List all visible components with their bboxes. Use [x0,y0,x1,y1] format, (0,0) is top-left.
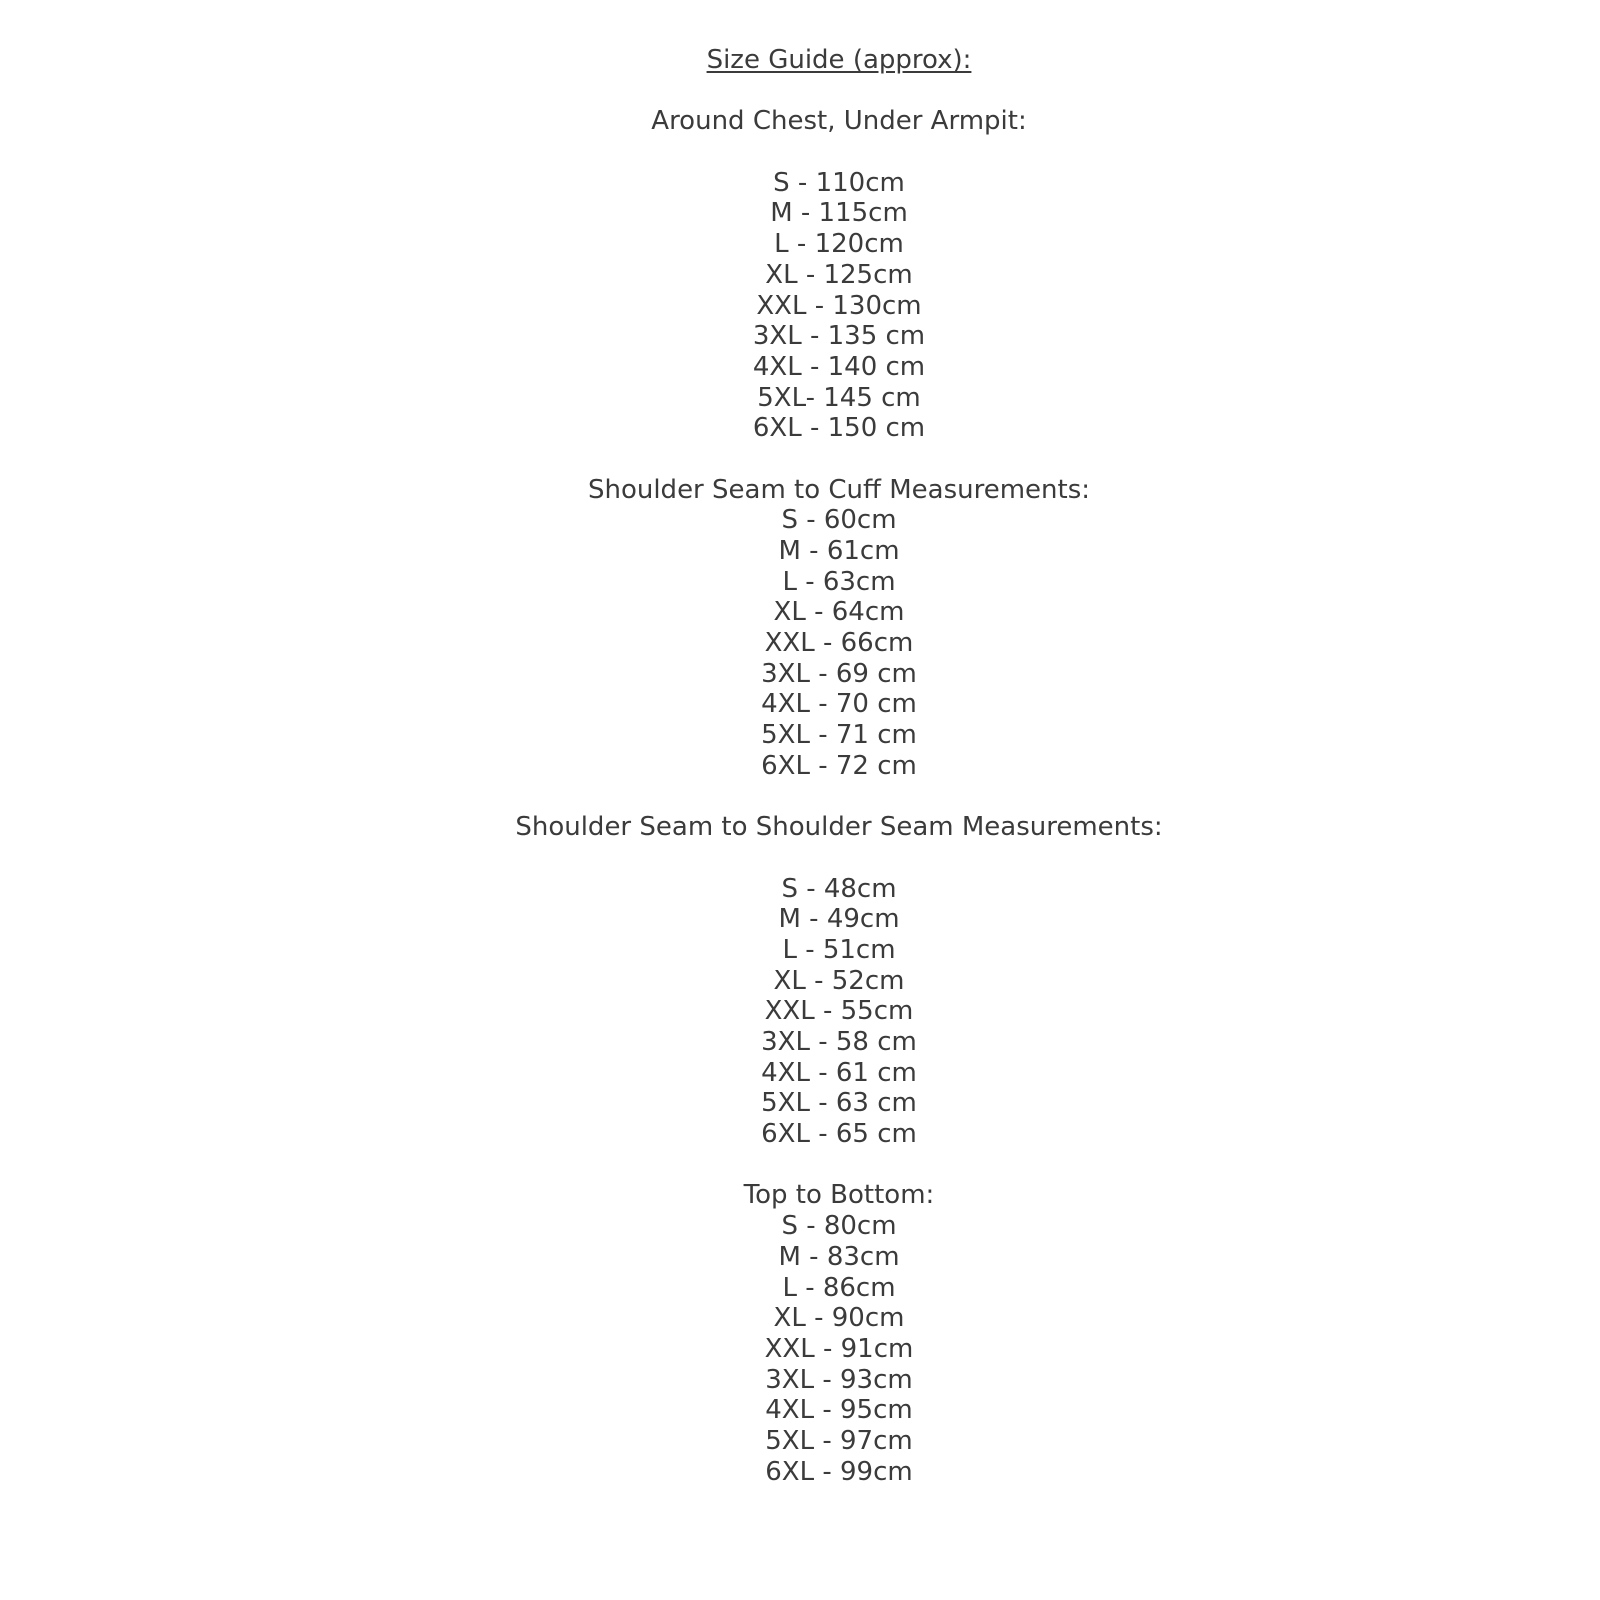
size-row: 3XL - 58 cm [761,1027,917,1057]
size-row: 3XL - 69 cm [761,658,917,689]
section-heading-shoulder-to-cuff: Shoulder Seam to Cuff Measurements: [587,474,1091,505]
size-row: L - 63cm [782,566,896,597]
size-row: XL - 64cm [773,597,905,628]
size-row: L - 51cm [782,934,896,965]
section-heading-top-to-bottom: Top to Bottom: [743,1180,935,1211]
size-row: M - 61cm [778,536,900,566]
size-row: M - 115cm [770,198,908,229]
size-row: S - 110cm [773,167,905,198]
size-row: 6XL - 99cm [765,1456,913,1487]
size-row: 6XL - 72 cm [761,750,917,781]
size-row: S - 60cm [781,505,897,536]
size-row: 4XL - 61 cm [761,1057,917,1088]
size-row: M - 49cm [778,904,900,935]
size-row: XL - 125cm [765,259,913,290]
spacer [78,76,1600,107]
section-heading-shoulder-to-shoulder: Shoulder Seam to Shoulder Seam Measurements: [515,812,1163,843]
size-row: XXL - 130cm [756,290,922,321]
spacer [78,1150,1600,1181]
size-row: 6XL - 150 cm [752,413,926,444]
spacer [78,782,1600,813]
size-row: XXL - 55cm [764,996,914,1027]
size-row: 3XL - 135 cm [752,321,926,352]
size-row: S - 80cm [781,1211,897,1242]
size-row: L - 120cm [774,229,904,260]
size-row: 5XL- 145 cm [757,382,921,413]
spacer [78,137,1600,168]
size-row: 4XL - 95cm [765,1395,913,1426]
size-row: 4XL - 140 cm [752,351,926,382]
size-row: M - 83cm [778,1241,900,1272]
size-row: XL - 52cm [773,965,905,996]
size-row: XL - 90cm [773,1303,905,1334]
spacer [78,444,1600,475]
section-heading-around-chest: Around Chest, Under Armpit: [651,106,1027,137]
size-row: 5XL - 71 cm [761,720,917,751]
size-row: 4XL - 70 cm [761,689,917,720]
page-title: Size Guide (approx): [706,45,972,75]
size-row: 6XL - 65 cm [761,1119,917,1150]
size-row: L - 86cm [782,1272,896,1303]
size-row: S - 48cm [781,873,897,904]
size-row: 5XL - 63 cm [761,1088,917,1119]
spacer [78,843,1600,874]
size-row: XXL - 91cm [764,1333,914,1364]
size-row: 3XL - 93cm [765,1364,913,1395]
size-row: 5XL - 97cm [765,1425,913,1456]
size-row: XXL - 66cm [764,628,914,659]
